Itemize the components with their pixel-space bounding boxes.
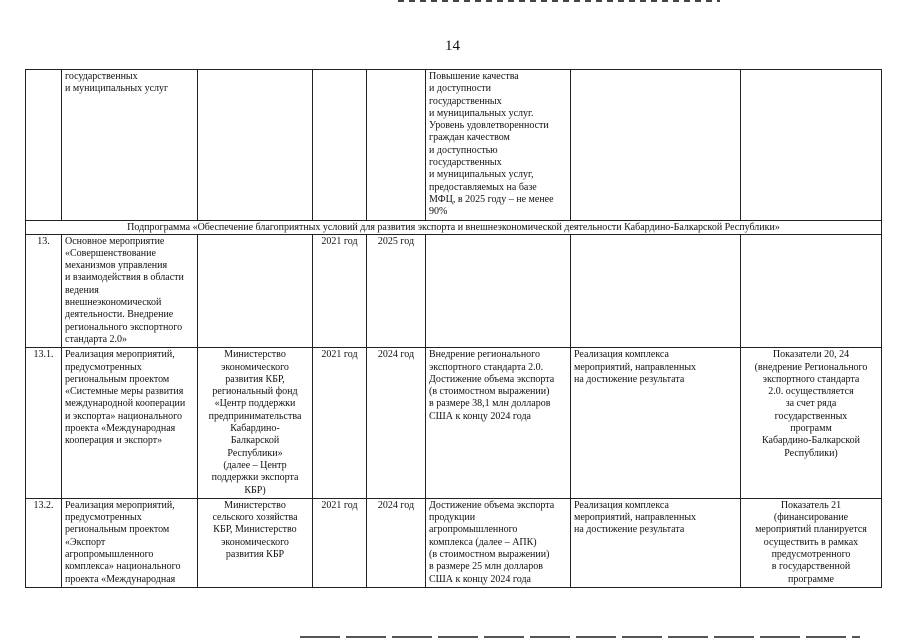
row-number (26, 70, 62, 221)
expected-result: Повышение качества и доступности государственных и муниципальных услуг. Уровень удовлетворенности граждан качеством и доступностью государственных и муниципальных услуг, предоставляемых на базе МФЦ, в 2025 году – не менее 90% (426, 70, 571, 221)
executor: Министерство сельского хозяйства КБР, Министерство экономического развития КБР (198, 498, 313, 587)
activity-name: государственных и муниципальных услуг (62, 70, 198, 221)
activity-name: Реализация мероприятий, предусмотренных региональным проектом «Системные меры развития международной кооперации и экспорта» национального проекта «Международная кооперация и экспорт» (62, 348, 198, 499)
start-year (313, 70, 367, 221)
scan-edge-top (398, 0, 720, 2)
end-year (367, 70, 426, 221)
consequence: Реализация комплекса мероприятий, направленных на достижение результата (571, 498, 741, 587)
consequence: Реализация комплекса мероприятий, направленных на достижение результата (571, 348, 741, 499)
activity-name: Основное мероприятие «Совершенствование механизмов управления и взаимодействия в области ведения внешнеэкономической деятельности. Внедрение регионального экспортного стандарта 2.0» (62, 234, 198, 348)
row-number: 13.1. (26, 348, 62, 499)
indicator-link: Показатели 20, 24 (внедрение Регионального экспортного стандарта 2.0. осуществляется за счет ряда государственных программ Кабардино-Балкарской Республики) (741, 348, 882, 499)
executor: Министерство экономического развития КБР, региональный фонд «Центр поддержки предпринимательства Кабардино- Балкарской Республики» (далее – Центр поддержки экспорта КБР) (198, 348, 313, 499)
consequence (571, 70, 741, 221)
start-year: 2021 год (313, 498, 367, 587)
executor (198, 234, 313, 348)
executor (198, 70, 313, 221)
scan-edge-bottom (300, 636, 860, 638)
expected-result: Достижение объема экспорта продукции агропромышленного комплекса (далее – АПК) (в стоимостном выражении) в размере 25 млн долларов США к концу 2024 года (426, 498, 571, 587)
row-number: 13. (26, 234, 62, 348)
end-year: 2025 год (367, 234, 426, 348)
subprogram-row (26, 220, 882, 234)
start-year: 2021 год (313, 348, 367, 499)
activity-name: Реализация мероприятий, предусмотренных региональным проектом «Экспорт агропромышленного комплекса» национального проекта «Международная (62, 498, 198, 587)
table-row (26, 348, 882, 499)
start-year: 2021 год (313, 234, 367, 348)
indicator-link (741, 70, 882, 221)
subprogram-title: Подпрограмма «Обеспечение благоприятных условий для развития экспорта и внешнеэкономической деятельности Кабардино-Балкарской Республики» (26, 220, 882, 234)
table-row (26, 70, 882, 221)
page-number: 14 (445, 38, 460, 54)
row-number: 13.2. (26, 498, 62, 587)
table-row (26, 234, 882, 348)
expected-result: Внедрение регионального экспортного стандарта 2.0. Достижение объема экспорта (в стоимостном выражении) в размере 38,1 млн долларов США к концу 2024 года (426, 348, 571, 499)
indicator-link: Показатель 21 (финансирование мероприятий планируется осуществить в рамках предусмотренного в государственной программе (741, 498, 882, 587)
indicator-link (741, 234, 882, 348)
consequence (571, 234, 741, 348)
expected-result (426, 234, 571, 348)
activities-table (25, 69, 882, 588)
table-row (26, 498, 882, 587)
end-year: 2024 год (367, 348, 426, 499)
end-year: 2024 год (367, 498, 426, 587)
